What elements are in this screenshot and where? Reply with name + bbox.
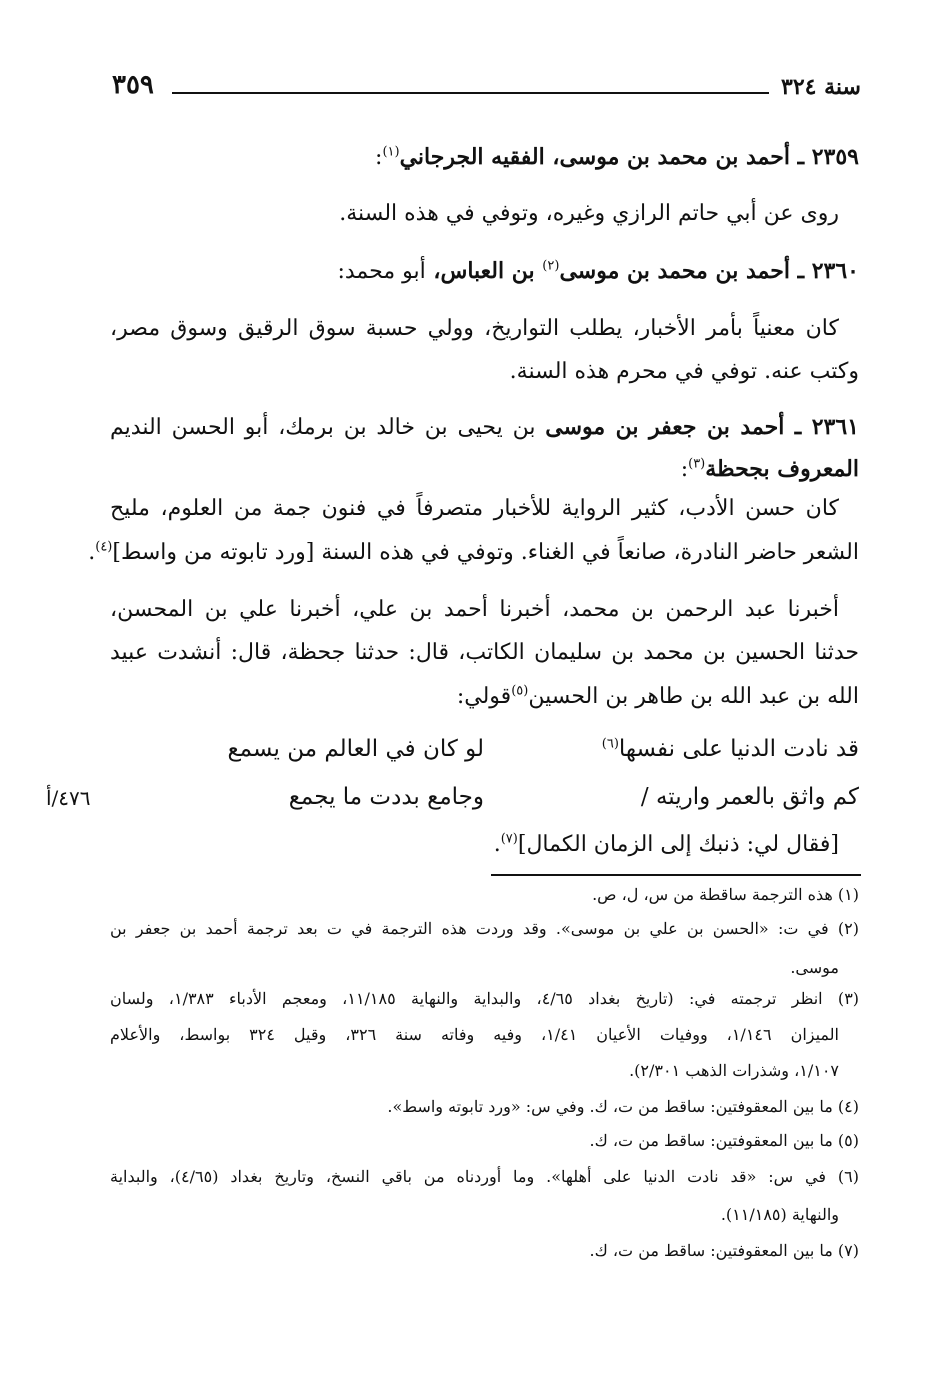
footnote-6-line-1: (٦) في س: «قد نادت الدنيا على أهلها». وما أوردناه من باقي النسخ، وتاريخ بغداد (٤/٦٥)، والبداية — [110, 1167, 859, 1186]
footnote-7: (٧) ما بين المعقوفتين: ساقط من ت، ك. — [589, 1241, 859, 1260]
footnote-1: (١) هذه الترجمة ساقطة من س، ل، ص. — [592, 885, 859, 904]
verse-2-second-hemistich: وجامع بددت ما يجمع — [288, 784, 484, 810]
footnote-5: (٥) ما بين المعقوفتين: ساقط من ت، ك. — [589, 1131, 859, 1150]
entry-2361-body-2: الشعر حاضر النادرة، صانعاً في الغناء. وتوفي في هذه السنة [ورد تابوته من واسط]$^{(٤)}$. — [88, 539, 859, 565]
entry-2361-body-1: كان حسن الأدب، كثير الرواية للأخبار متصرفاً في فنون جمة من العلوم، مليح — [110, 496, 839, 521]
page-number: ٣٥٩ — [112, 70, 154, 100]
verse-2-first-hemistich: كم واثق بالعمر واريته / — [640, 784, 859, 810]
isnad-line-2: حدثنا الحسين بن محمد بن سليمان الكاتب، قال: حدثنا جحظة، قال: أنشدت عبيد — [110, 640, 859, 665]
running-title: سنة ٣٢٤ — [781, 74, 861, 100]
footnote-3-line-3: ١/١٠٧، وشذرات الذهب ٢/٣٠١). — [629, 1061, 839, 1080]
entry-2359-body: روى عن أبي حاتم الرازي وغيره، وتوفي في هذه السنة. — [339, 201, 839, 226]
footnote-3-line-1: (٣) انظر ترجمته في: (تاريخ بغداد ٤/٦٥، والبداية والنهاية ١١/١٨٥، ومعجم الأدباء ١/٣٨٣، ولسان — [110, 989, 860, 1008]
verse-1-second-hemistich: لو كان في العالم من يسمع — [227, 736, 484, 762]
entry-2361-heading-2: المعروف بجحظة$^{(٣)}$: — [680, 456, 859, 482]
footnote-6-line-2: والنهاية (١١/١٨٥). — [720, 1205, 839, 1224]
footnote-3-line-2: الميزان ١/١٤٦، ووفيات الأعيان ١/٤١، وفيه وفاته سنة ٣٢٦، وقيل ٣٢٤ بواسط، والأعلام — [110, 1025, 839, 1044]
entry-2359-heading: ٢٣٥٩ ـ أحمد بن محمد بن موسى، الفقيه الجرجاني$^{(١)}$: — [375, 144, 859, 170]
entry-2361-heading-1: ٢٣٦١ ـ أحمد بن جعفر بن موسى بن يحيى بن خالد بن برمك، أبو الحسن النديم — [110, 414, 859, 440]
isnad-line-3: الله بن عبد الله بن طاهر بن الحسين$^{(٥)}$قولي: — [456, 683, 859, 709]
footnote-2-line-1: (٢) في ت: «الحسن بن علي بن موسى». وقد وردت هذه الترجمة في ت بعد ترجمة أحمد بن جعفر بن — [110, 919, 860, 938]
footnote-4: (٤) ما بين المعقوفتين: ساقط من ت، ك. وفي س: «ورد تابوته واسط». — [387, 1097, 859, 1116]
isnad-line-1: أخبرنا عبد الرحمن بن محمد، أخبرنا أحمد بن علي، أخبرنا علي بن المحسن، — [110, 597, 839, 622]
entry-2360-heading: ٢٣٦٠ ـ أحمد بن محمد بن موسى$^{(٢)}$ بن العباس، أبو محمد: — [337, 258, 859, 284]
closing-line: [فقال لي: ذنبك إلى الزمان الكمال]$^{(٧)}$. — [493, 831, 839, 857]
header-rule — [172, 92, 769, 94]
entry-2360-body-1: كان معنياً بأمر الأخبار، يطلب التواريخ، وولي حسبة سوق الرقيق وسوق مصر، — [110, 316, 839, 341]
manuscript-folio-ref: ٤٧٦/أ — [46, 786, 91, 810]
verse-1-first-hemistich: قد نادت الدنيا على نفسها$^{(٦)}$ — [601, 736, 859, 762]
entry-2360-body-2: وكتب عنه. توفي في محرم هذه السنة. — [509, 359, 859, 384]
footnote-separator — [491, 874, 861, 876]
footnote-2-line-2: موسى. — [790, 958, 839, 977]
